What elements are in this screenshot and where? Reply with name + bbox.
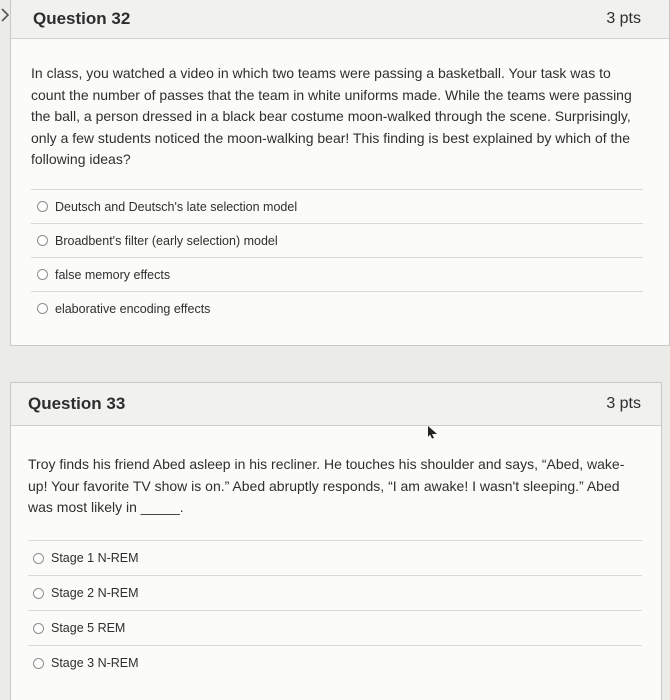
radio-button[interactable] — [37, 303, 48, 314]
radio-button[interactable] — [37, 269, 48, 280]
chevron-right-icon[interactable] — [0, 8, 10, 22]
radio-button[interactable] — [33, 553, 44, 564]
question-title: Question 32 — [33, 8, 131, 28]
answer-option[interactable] — [31, 189, 643, 223]
radio-button[interactable] — [37, 235, 48, 246]
answer-label: Stage 5 REM — [51, 621, 126, 635]
answer-label: Stage 3 N-REM — [51, 656, 139, 670]
answer-option[interactable] — [28, 645, 642, 680]
answer-list — [31, 189, 643, 325]
answer-label: Stage 2 N-REM — [51, 586, 139, 600]
answer-label: Broadbent's filter (early selection) model — [55, 233, 278, 248]
answer-option[interactable] — [31, 257, 643, 291]
question-text: Troy finds his friend Abed asleep in his recliner. He touches his shoulder and says, “Abed, wake-up! Your favorite TV show is on.” Abed abruptly responds, “I am awake! I wasn't sleeping.” Abed was most likely in _____. — [28, 456, 625, 515]
radio-button[interactable] — [37, 201, 48, 212]
answer-label: elaborative encoding effects — [55, 301, 211, 316]
question-33-card — [10, 382, 662, 700]
radio-button[interactable] — [33, 658, 44, 669]
question-points: 3 pts — [606, 395, 641, 412]
question-text: In class, you watched a video in which two teams were passing a basketball. Your task was to count the number of passes that the team in white uniforms made. While the teams were passing the ball, a person dressed in a black bear costume moon-walked through the scene. Surprisingly, only a few students noticed the moon-walking bear! This finding is best explained by which of the following ideas? — [31, 65, 632, 167]
question-points: 3 pts — [606, 9, 641, 27]
answer-option[interactable] — [31, 223, 643, 257]
question-32-card — [10, 0, 670, 346]
question-33-header — [11, 383, 661, 426]
radio-button[interactable] — [33, 588, 44, 599]
answer-label: Deutsch and Deutsch's late selection model — [55, 199, 298, 214]
answer-option[interactable] — [28, 610, 642, 645]
answer-option[interactable] — [28, 575, 642, 610]
question-32-header — [11, 0, 669, 39]
radio-button[interactable] — [33, 623, 44, 634]
answer-list — [28, 540, 642, 680]
answer-option[interactable] — [28, 540, 642, 575]
answer-option[interactable] — [31, 291, 643, 325]
mouse-cursor-icon — [425, 425, 439, 439]
question-title: Question 33 — [28, 394, 126, 413]
answer-label: false memory effects — [55, 267, 171, 282]
answer-label: Stage 1 N-REM — [51, 551, 139, 565]
